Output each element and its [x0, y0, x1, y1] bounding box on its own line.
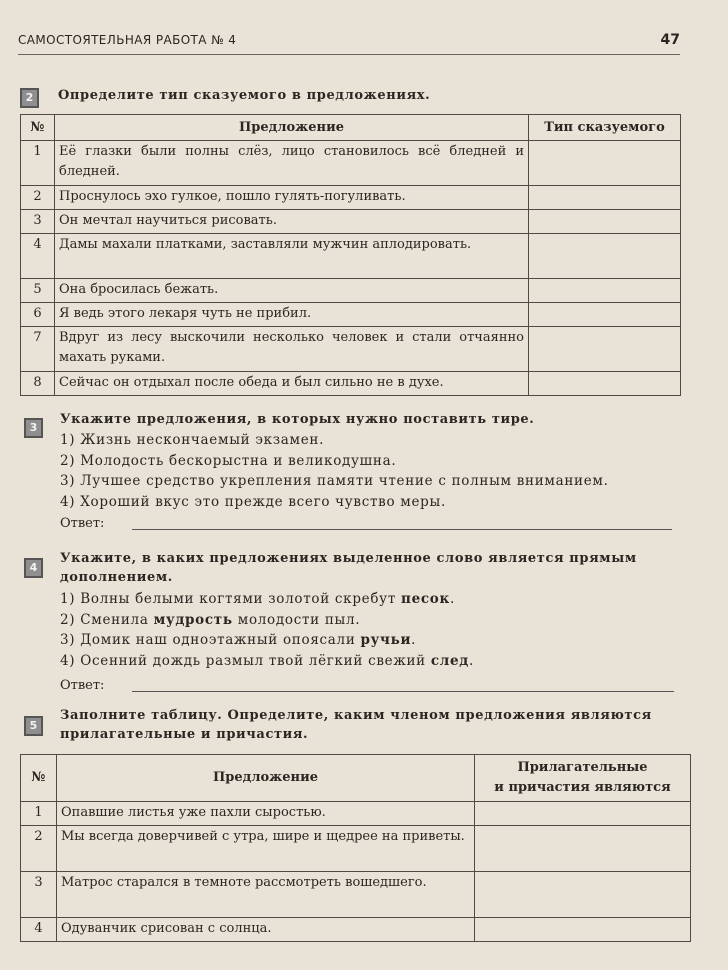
answer-field[interactable] — [60, 678, 674, 696]
modifier-role-table — [20, 754, 691, 942]
column-header: Предложение — [57, 755, 475, 802]
instruction-line: Заполните таблицу. Определите, каким членом предложения являются — [60, 708, 652, 723]
task-number-badge: 4 — [24, 558, 43, 578]
answer-cell[interactable] — [475, 802, 691, 826]
row-number: 4 — [21, 234, 55, 279]
column-header: № — [21, 755, 57, 802]
running-header — [18, 30, 680, 55]
table-row — [21, 234, 681, 279]
option-item: 3) Лучшее средство укрепления памяти чтение с полным вниманием. — [60, 473, 609, 489]
table-row — [21, 279, 681, 303]
sentence-cell: Сейчас он отдыхал после обеда и был сильно не в духе. — [55, 372, 529, 396]
highlighted-word: песок — [401, 591, 450, 607]
answer-cell[interactable] — [529, 303, 681, 327]
column-header: Предложение — [55, 115, 529, 141]
row-number: 6 — [21, 303, 55, 327]
answer-cell[interactable] — [475, 872, 691, 918]
table-row — [21, 303, 681, 327]
row-number: 1 — [21, 802, 57, 826]
answer-cell[interactable] — [529, 234, 681, 279]
answer-cell[interactable] — [529, 210, 681, 234]
table-row — [21, 327, 681, 372]
option-item: 3) Домик наш одноэтажный опоясали ручьи. — [60, 632, 417, 648]
answer-cell[interactable] — [529, 327, 681, 372]
table-row — [21, 141, 681, 186]
highlighted-word: ручьи — [360, 632, 412, 648]
option-item: 4) Осенний дождь размыл твой лёгкий свежий след. — [60, 652, 474, 669]
sentence-cell: Матрос старался в темноте рассмотреть вошедшего. — [57, 872, 475, 918]
sentence-cell: Вдруг из лесу выскочили несколько человек и стали отчаянно махать руками. — [55, 327, 529, 372]
answer-line[interactable] — [132, 529, 672, 530]
row-number: 1 — [21, 141, 55, 186]
highlighted-word: след — [430, 652, 469, 669]
row-number: 2 — [21, 186, 55, 210]
answer-label: Ответ: — [60, 516, 105, 531]
answer-cell[interactable] — [529, 141, 681, 186]
sentence-cell: Он мечтал научиться рисовать. — [55, 210, 529, 234]
row-number: 2 — [21, 826, 57, 872]
answer-cell[interactable] — [529, 372, 681, 396]
answer-label: Ответ: — [60, 678, 105, 693]
answer-cell[interactable] — [529, 279, 681, 303]
row-number: 3 — [21, 210, 55, 234]
table-row — [21, 918, 691, 942]
column-header: № — [21, 115, 55, 141]
task-number-badge: 5 — [24, 716, 43, 736]
row-number: 4 — [21, 918, 57, 942]
instruction-line: дополнением. — [60, 570, 173, 585]
answer-cell[interactable] — [475, 826, 691, 872]
task-instruction — [60, 706, 652, 744]
table-row — [21, 802, 691, 826]
answer-field[interactable] — [60, 516, 672, 534]
running-header-title: САМОСТОЯТЕЛЬНАЯ РАБОТА № 4 — [18, 33, 237, 47]
task-instruction: Определите тип сказуемого в предложениях. — [58, 88, 431, 103]
option-item: 2) Сменила мудрость молодости пыл. — [60, 611, 361, 628]
answer-line[interactable] — [132, 691, 674, 692]
instruction-line: прилагательные и причастия. — [60, 727, 309, 742]
answer-cell[interactable] — [475, 918, 691, 942]
task-number-badge: 3 — [24, 418, 43, 438]
sentence-cell: Мы всегда доверчивей с утра, шире и щедрее на приветы. — [57, 826, 475, 872]
highlighted-word: мудрость — [153, 611, 233, 628]
column-header: Тип сказуемого — [529, 115, 681, 141]
sentence-cell: Опавшие листья уже пахли сыростью. — [57, 802, 475, 826]
answer-cell[interactable] — [529, 186, 681, 210]
predicate-type-table — [20, 114, 681, 396]
sentence-cell: Дамы махали платками, заставляли мужчин аплодировать. — [55, 234, 529, 279]
row-number: 8 — [21, 372, 55, 396]
table-row — [21, 826, 691, 872]
row-number: 7 — [21, 327, 55, 372]
column-header: Прилагательные и причастия являются — [475, 755, 691, 802]
option-item: 4) Хороший вкус это прежде всего чувство меры. — [60, 493, 446, 510]
table-row — [21, 372, 681, 396]
task-number-badge: 2 — [20, 88, 39, 108]
table-row — [21, 186, 681, 210]
page-number: 47 — [660, 32, 680, 48]
row-number: 5 — [21, 279, 55, 303]
task-instruction — [60, 549, 637, 587]
option-item: 2) Молодость бескорыстна и великодушна. — [60, 452, 397, 469]
sentence-cell: Я ведь этого лекаря чуть не прибил. — [55, 303, 529, 327]
table-row — [21, 872, 691, 918]
option-item: 1) Волны белыми когтями золотой скребут песок. — [60, 591, 455, 607]
sentence-cell: Одуванчик срисован с солнца. — [57, 918, 475, 942]
row-number: 3 — [21, 872, 57, 918]
sentence-cell: Проснулось эхо гулкое, пошло гулять-погуливать. — [55, 186, 529, 210]
task-instruction: Укажите предложения, в которых нужно поставить тире. — [60, 412, 535, 427]
table-row — [21, 210, 681, 234]
option-list — [60, 589, 474, 671]
sentence-cell: Она бросилась бежать. — [55, 279, 529, 303]
instruction-line: Укажите, в каких предложениях выделенное слово является прямым — [60, 551, 637, 566]
sentence-cell: Её глазки были полны слёз, лицо становилось всё бледней и бледней. — [55, 141, 529, 186]
option-item: 1) Жизнь нескончаемый экзамен. — [60, 432, 325, 448]
option-list — [60, 430, 609, 512]
